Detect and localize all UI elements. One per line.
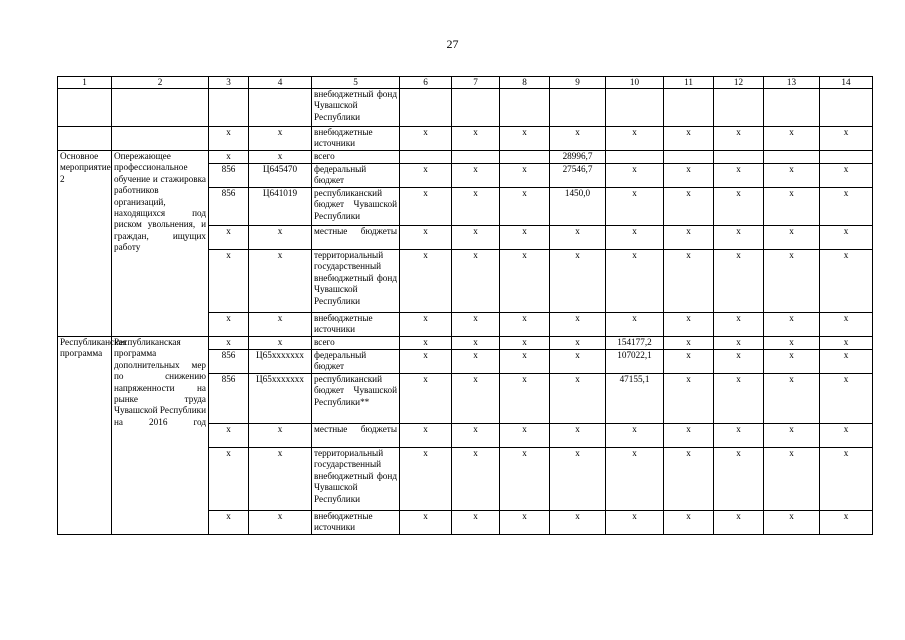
value-cell: x [550, 424, 606, 448]
cell [764, 89, 820, 127]
activity-description: Опережающее профессиональное обучение и стажировка работников организаций, находящихся под риском увольнения, и граждан, ищущих работу [112, 151, 209, 337]
value-cell: 28996,7 [550, 151, 606, 164]
cell [112, 89, 209, 127]
cell [500, 89, 550, 127]
value-cell: 1450,0 [550, 188, 606, 226]
cell [820, 151, 873, 164]
cell: x [249, 250, 312, 313]
funding-source: внебюджетные источники [312, 511, 400, 535]
value-cell: x [714, 511, 764, 535]
value-cell: x [550, 250, 606, 313]
value-cell: x [714, 424, 764, 448]
value-cell: x [820, 350, 873, 374]
value-cell: x [500, 448, 550, 511]
value-cell: x [452, 374, 500, 424]
value-cell: x [606, 313, 664, 337]
value-cell: x [764, 424, 820, 448]
value-cell: x [764, 127, 820, 151]
value-cell: x [764, 164, 820, 188]
value-cell: x [400, 250, 452, 313]
cell [550, 89, 606, 127]
value-cell: x [820, 337, 873, 350]
value-cell: x [400, 350, 452, 374]
value-cell: x [764, 337, 820, 350]
cell [112, 127, 209, 151]
value-cell: x [664, 313, 714, 337]
cell: x [249, 226, 312, 250]
activity-description: Республиканская программа дополнительных мер по снижению напряженности на рынке труда Чувашской Республики на 2016 год [112, 337, 209, 535]
cell [400, 151, 452, 164]
value-cell: x [664, 250, 714, 313]
value-cell: x [664, 448, 714, 511]
funding-source: внебюджетные источники [312, 313, 400, 337]
value-cell: x [452, 250, 500, 313]
value-cell: x [764, 313, 820, 337]
value-cell: x [664, 127, 714, 151]
value-cell: x [820, 127, 873, 151]
value-cell: x [500, 226, 550, 250]
value-cell: x [664, 164, 714, 188]
value-cell: x [550, 374, 606, 424]
cell: x [209, 127, 249, 151]
value-cell: x [714, 350, 764, 374]
value-cell: 47155,1 [606, 374, 664, 424]
cell [606, 151, 664, 164]
activity-title [58, 151, 112, 337]
value-cell: x [500, 337, 550, 350]
cell: Ц65xxxxxxx [249, 374, 312, 424]
cell [452, 151, 500, 164]
cell: x [209, 424, 249, 448]
value-cell: x [452, 350, 500, 374]
funding-source: всего [312, 151, 400, 164]
value-cell: x [764, 448, 820, 511]
cell [500, 151, 550, 164]
value-cell: x [714, 374, 764, 424]
value-cell: x [550, 511, 606, 535]
value-cell: x [606, 164, 664, 188]
value-cell: x [500, 164, 550, 188]
value-cell: x [550, 337, 606, 350]
value-cell: 154177,2 [606, 337, 664, 350]
funding-source: республиканский бюджет Чувашской Республики [312, 188, 400, 226]
budget-table [57, 76, 873, 535]
activity-title-text: Республиканская программа [60, 337, 127, 359]
value-cell: x [664, 337, 714, 350]
value-cell: x [606, 424, 664, 448]
cell: x [249, 127, 312, 151]
cell: x [209, 511, 249, 535]
table-row [58, 337, 873, 350]
value-cell: x [452, 127, 500, 151]
cell [606, 89, 664, 127]
cell: 856 [209, 374, 249, 424]
cell: x [249, 337, 312, 350]
value-cell: x [452, 448, 500, 511]
cell [664, 89, 714, 127]
value-cell: x [550, 448, 606, 511]
value-cell: x [606, 127, 664, 151]
value-cell: x [550, 350, 606, 374]
value-cell: x [400, 424, 452, 448]
value-cell: x [664, 424, 714, 448]
value-cell: x [714, 226, 764, 250]
column-header: 2 [112, 77, 209, 89]
column-header: 4 [249, 77, 312, 89]
value-cell: x [606, 188, 664, 226]
value-cell: x [820, 511, 873, 535]
value-cell: x [714, 448, 764, 511]
column-header: 8 [500, 77, 550, 89]
cell: x [209, 250, 249, 313]
column-header: 11 [664, 77, 714, 89]
funding-source: республиканский бюджет Чувашской Республики** [312, 374, 400, 424]
value-cell: x [550, 313, 606, 337]
column-header: 3 [209, 77, 249, 89]
value-cell: x [500, 188, 550, 226]
value-cell: x [452, 511, 500, 535]
cell: x [209, 337, 249, 350]
table-row [58, 127, 873, 151]
value-cell: x [664, 350, 714, 374]
column-header: 1 [58, 77, 112, 89]
value-cell: x [820, 250, 873, 313]
column-header: 13 [764, 77, 820, 89]
cell: x [249, 313, 312, 337]
column-header: 5 [312, 77, 400, 89]
cell: x [249, 511, 312, 535]
value-cell: x [452, 337, 500, 350]
column-header: 7 [452, 77, 500, 89]
value-cell: x [500, 127, 550, 151]
value-cell: 107022,1 [606, 350, 664, 374]
value-cell: x [714, 337, 764, 350]
cell: x [249, 151, 312, 164]
cell: Ц65xxxxxxx [249, 350, 312, 374]
value-cell: x [764, 226, 820, 250]
value-cell: x [764, 511, 820, 535]
value-cell: x [820, 188, 873, 226]
value-cell: x [764, 250, 820, 313]
value-cell: x [550, 127, 606, 151]
column-header: 6 [400, 77, 452, 89]
value-cell: x [400, 313, 452, 337]
value-cell: x [452, 313, 500, 337]
value-cell: x [664, 511, 714, 535]
value-cell: x [714, 250, 764, 313]
value-cell: x [764, 374, 820, 424]
value-cell: x [664, 188, 714, 226]
cell: x [209, 151, 249, 164]
funding-source: внебюджетные источники [312, 127, 400, 151]
column-header: 9 [550, 77, 606, 89]
value-cell: x [400, 448, 452, 511]
header-row [58, 77, 873, 89]
value-cell: x [820, 374, 873, 424]
value-cell: 27546,7 [550, 164, 606, 188]
value-cell: x [820, 226, 873, 250]
cell [209, 89, 249, 127]
cell: x [249, 448, 312, 511]
value-cell: x [400, 374, 452, 424]
value-cell: x [500, 511, 550, 535]
value-cell: x [452, 188, 500, 226]
value-cell: x [664, 374, 714, 424]
value-cell: x [500, 250, 550, 313]
column-header: 10 [606, 77, 664, 89]
value-cell: x [452, 424, 500, 448]
cell: x [209, 448, 249, 511]
cell: x [249, 424, 312, 448]
funding-source: местные бюджеты [312, 226, 400, 250]
column-header: 14 [820, 77, 873, 89]
value-cell: x [764, 350, 820, 374]
value-cell: x [820, 448, 873, 511]
cell [714, 151, 764, 164]
value-cell: x [452, 226, 500, 250]
value-cell: x [714, 313, 764, 337]
value-cell: x [714, 164, 764, 188]
value-cell: x [820, 424, 873, 448]
cell: x [209, 313, 249, 337]
value-cell: x [452, 164, 500, 188]
column-header: 12 [714, 77, 764, 89]
value-cell: x [400, 511, 452, 535]
table-row [58, 151, 873, 164]
cell: Ц641019 [249, 188, 312, 226]
value-cell: x [820, 164, 873, 188]
value-cell: x [764, 188, 820, 226]
funding-source: федеральный бюджет [312, 164, 400, 188]
funding-source: территориальный государственный внебюджетный фонд Чувашской Республики [312, 448, 400, 511]
value-cell: x [400, 188, 452, 226]
cell: 856 [209, 350, 249, 374]
value-cell: x [664, 226, 714, 250]
cell: Ц645470 [249, 164, 312, 188]
value-cell: x [550, 226, 606, 250]
page-number: 27 [446, 37, 459, 51]
value-cell: x [400, 127, 452, 151]
value-cell: x [500, 424, 550, 448]
funding-source: федеральный бюджет [312, 350, 400, 374]
funding-source: местные бюджеты [312, 424, 400, 448]
cell [452, 89, 500, 127]
funding-source: внебюджетный фонд Чувашской Республики [312, 89, 400, 127]
activity-title [58, 337, 127, 535]
cell [764, 151, 820, 164]
cell [664, 151, 714, 164]
value-cell: x [500, 350, 550, 374]
value-cell: x [500, 374, 550, 424]
value-cell: x [714, 127, 764, 151]
cell [400, 89, 452, 127]
value-cell: x [606, 250, 664, 313]
value-cell: x [606, 226, 664, 250]
value-cell: x [606, 511, 664, 535]
table-row [58, 89, 873, 127]
cell [820, 89, 873, 127]
value-cell: x [714, 188, 764, 226]
activity-title-text: Основное мероприятие 2 [60, 151, 111, 184]
value-cell: x [400, 226, 452, 250]
value-cell: x [606, 448, 664, 511]
cell: x [209, 226, 249, 250]
cell: 856 [209, 188, 249, 226]
cell: 856 [209, 164, 249, 188]
funding-source: территориальный государственный внебюджетный фонд Чувашской Республики [312, 250, 400, 313]
value-cell: x [500, 313, 550, 337]
value-cell: x [820, 313, 873, 337]
funding-source: всего [312, 337, 400, 350]
cell [58, 89, 112, 127]
value-cell: x [400, 164, 452, 188]
cell [714, 89, 764, 127]
value-cell: x [400, 337, 452, 350]
cell [58, 127, 112, 151]
cell [249, 89, 312, 127]
